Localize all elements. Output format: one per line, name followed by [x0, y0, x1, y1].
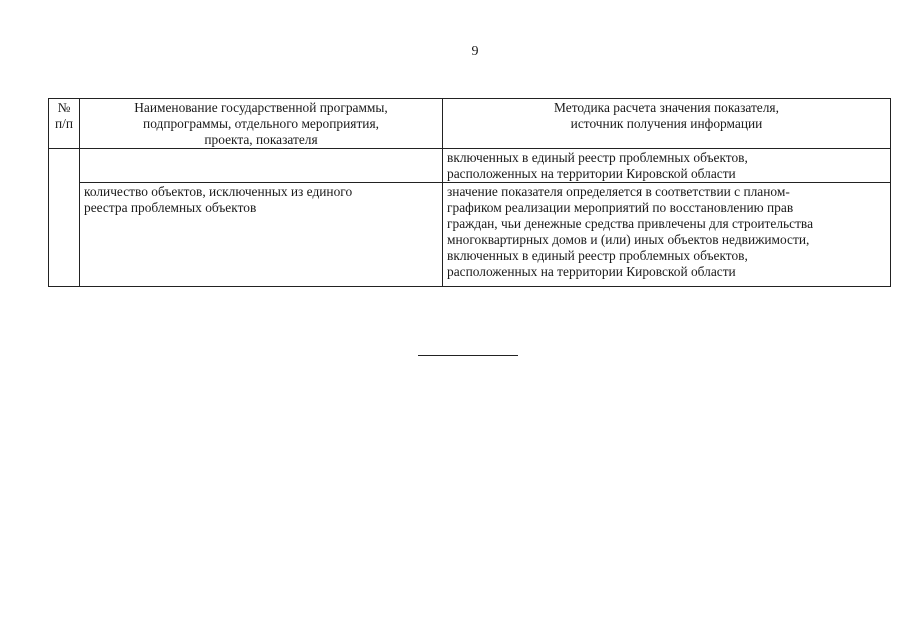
method-line: многоквартирных домов и (или) иных объектов недвижимости, — [447, 232, 810, 247]
method-line: включенных в единый реестр проблемных объектов, — [447, 150, 748, 165]
row-name-cell — [80, 149, 443, 183]
table-row — [49, 149, 891, 183]
row-name-cell — [80, 183, 443, 287]
method-line: значение показателя определяется в соответствии с планом- — [447, 184, 790, 199]
header-name-line: Наименование государственной программы, — [134, 100, 388, 115]
method-line: расположенных на территории Кировской области — [447, 264, 736, 279]
header-name-line: подпрограммы, отдельного мероприятия, — [143, 116, 379, 131]
header-name-line: проекта, показателя — [204, 132, 318, 147]
method-line: включенных в единый реестр проблемных объектов, — [447, 248, 748, 263]
method-line: граждан, чьи денежные средства привлечены для строительства — [447, 216, 814, 231]
method-line: расположенных на территории Кировской области — [447, 166, 736, 181]
header-number-line: п/п — [54, 116, 74, 131]
page-number: 9 — [471, 44, 479, 59]
header-number-column — [49, 99, 80, 149]
table-header-row — [49, 99, 891, 149]
indicator-table — [48, 98, 891, 287]
header-method-line: Методика расчета значения показателя, — [554, 100, 779, 115]
header-method-line: источник получения информации — [570, 116, 763, 131]
name-line: количество объектов, исключенных из единого — [84, 184, 353, 199]
row-number-cell — [49, 149, 80, 287]
end-separator-line — [418, 355, 518, 356]
name-line: реестра проблемных объектов — [84, 200, 257, 215]
row-method-cell — [443, 149, 891, 183]
method-line: графиком реализации мероприятий по восстановлению прав — [447, 200, 794, 215]
header-number-line: № — [57, 100, 71, 115]
table-row — [49, 183, 891, 287]
header-name-column — [80, 99, 443, 149]
row-method-cell — [443, 183, 891, 287]
header-method-column — [443, 99, 891, 149]
